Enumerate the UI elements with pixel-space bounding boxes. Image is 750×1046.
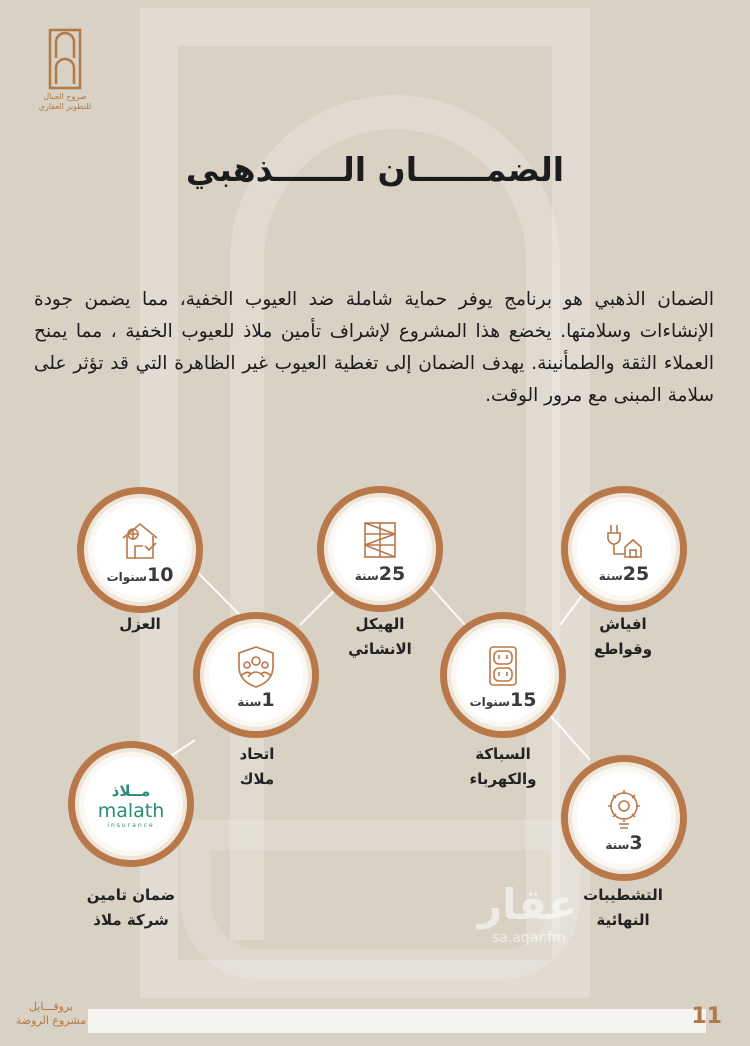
- warranty-caption-line: اتحاد: [239, 745, 275, 763]
- insurer-circle-malath: [68, 741, 194, 867]
- logo-mark-icon: [48, 28, 82, 90]
- page-title: الضمــــــان الــــــذهبي: [185, 150, 565, 189]
- warranty-unit: سنة: [354, 569, 379, 583]
- warranty-caption-line: وقواطع: [593, 640, 653, 658]
- malath-subtitle: insurance: [107, 822, 155, 829]
- malath-logo: [75, 782, 187, 829]
- warranty-caption-line: النهائية: [596, 911, 650, 929]
- warranty-caption-line: افياش: [599, 615, 647, 633]
- owners-union-icon: [233, 643, 279, 689]
- warranty-caption-line: العزل: [119, 615, 161, 633]
- warranty-caption-line: التشطيبات: [583, 886, 663, 904]
- footer-brand-line: مشروع الروضة: [15, 1014, 87, 1027]
- footer-brand: [12, 1000, 90, 1028]
- footer-brand-line: بروفـــايل: [28, 1000, 74, 1013]
- warranty-circle-structure: [317, 486, 443, 612]
- warranty-years: 10: [146, 564, 174, 586]
- logo-text-line: للتطوير العقاري: [38, 102, 92, 111]
- warranty-caption-line: السباكة: [475, 745, 531, 763]
- site-watermark-url: sa.aqar.fm: [492, 930, 566, 946]
- warranty-caption-line: الهيكل: [355, 615, 405, 633]
- page-number: 11: [691, 1004, 722, 1029]
- footer-bar: [88, 1009, 706, 1033]
- house-insulation-icon: [117, 518, 163, 564]
- warranty-circle-owners-union: [193, 612, 319, 738]
- warranty-caption: [548, 612, 698, 662]
- warranty-circle-finishing: [561, 755, 687, 881]
- warranty-years: 1: [261, 689, 275, 711]
- warranty-years: 25: [378, 563, 406, 585]
- warranty-caption-line: الانشائي: [348, 640, 412, 658]
- scaffold-structure-icon: [357, 517, 403, 563]
- gear-bulb-icon: [601, 786, 647, 832]
- warranty-unit: سنوات: [469, 695, 510, 709]
- insurer-caption-line: شركة ملاذ: [93, 911, 169, 929]
- warranty-circle-sockets: [561, 486, 687, 612]
- warranty-caption: [65, 612, 215, 637]
- electric-plug-icon: [601, 517, 647, 563]
- warranty-unit: سنة: [598, 569, 623, 583]
- company-logo: [30, 28, 100, 112]
- warranty-unit: سنوات: [106, 570, 147, 584]
- warranty-caption: [182, 742, 332, 792]
- logo-text: [30, 92, 100, 112]
- site-watermark: عقار: [478, 880, 577, 929]
- warranty-caption-line: ملاك: [239, 770, 275, 788]
- malath-name-en: malath: [97, 800, 165, 822]
- warranty-years: 3: [629, 832, 643, 854]
- power-socket-icon: [480, 643, 526, 689]
- warranty-unit: سنة: [605, 838, 630, 852]
- insurer-caption-line: ضمان تامين: [86, 886, 176, 904]
- warranty-unit: سنة: [237, 695, 262, 709]
- warranty-caption-line: والكهرباء: [469, 770, 537, 788]
- footer: [0, 1005, 750, 1035]
- warranty-years: 25: [622, 563, 650, 585]
- insurer-caption: [56, 883, 206, 933]
- warranty-caption: [305, 612, 455, 662]
- malath-name-ar: مــلاذ: [111, 782, 151, 800]
- warranty-caption: [428, 742, 578, 792]
- warranty-circle-insulation: [77, 487, 203, 613]
- intro-paragraph: الضمان الذهبي هو برنامج يوفر حماية شاملة ضد العيوب الخفية، مما يضمن جودة الإنشاءات وسلامتها. يخضع هذا المشروع لإشراف تأمين ملاذ للعيوب الخفية ، مما يمنح العملاء الثقة والطمأنينة. يهدف الضمان إلى تغطية العيوب غير الظاهرة التي قد تؤثر على سلامة المبنى مع مرور الوقت.: [34, 289, 714, 406]
- warranty-years: 15: [509, 689, 537, 711]
- logo-text-line: صروح الجبال: [43, 92, 87, 101]
- warranty-circle-plumbing: [440, 612, 566, 738]
